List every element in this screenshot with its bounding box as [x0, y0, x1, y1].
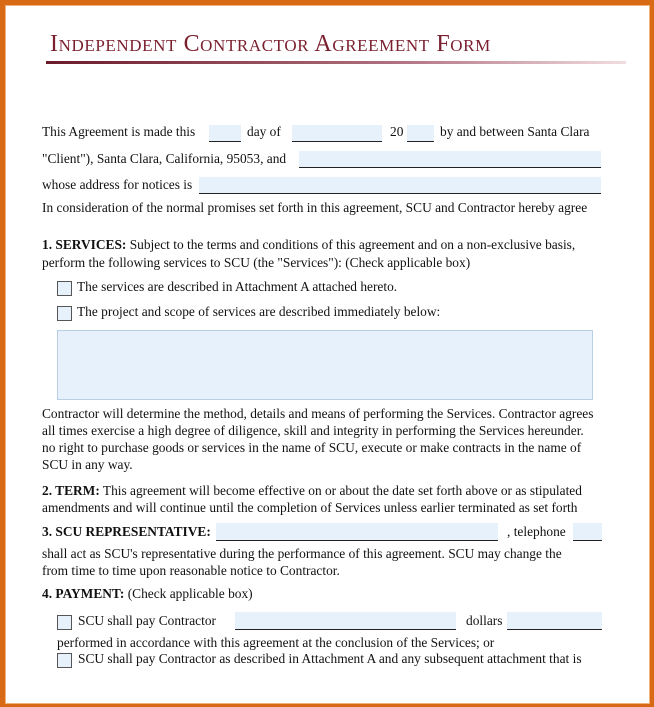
payment-option-1-label: SCU shall pay Contractor	[78, 613, 216, 628]
payment-option-2-checkbox[interactable]	[57, 653, 72, 668]
term-text-1: This agreement will become effective on or about the date set forth above or as stipulated	[102, 483, 582, 498]
form-title: Independent Contractor Agreement Form	[50, 31, 491, 57]
payment-line	[42, 586, 253, 602]
representative-field[interactable]	[216, 523, 498, 541]
rep-heading: 3. SCU REPRESENTATIVE:	[42, 524, 211, 539]
services-para-4: SCU in any way.	[42, 457, 133, 472]
telephone-field[interactable]	[573, 523, 602, 541]
payment-option-1-checkbox[interactable]	[57, 615, 72, 630]
year-prefix: 20	[390, 124, 404, 139]
day-field[interactable]	[209, 125, 241, 142]
intro-text-3: by and between Santa Clara	[440, 124, 590, 139]
intro-text-5: whose address for notices is	[42, 177, 193, 192]
payment-option-2-label: SCU shall pay Contractor as described in Attachment A and any subsequent attachment that is	[78, 651, 582, 666]
term-heading: 2. TERM:	[42, 483, 100, 498]
year-field[interactable]	[407, 125, 434, 142]
services-para-2: all times exercise a high degree of diligence, skill and integrity in performing the Services hereunder.	[42, 423, 584, 438]
term-line-1	[42, 483, 582, 499]
services-option-1-checkbox[interactable]	[57, 281, 72, 296]
services-para-1: Contractor will determine the method, details and means of performing the Services. Contractor agrees	[42, 406, 594, 421]
services-description-box[interactable]	[57, 330, 593, 400]
intro-text-2: day of	[247, 124, 281, 139]
month-field[interactable]	[292, 125, 382, 142]
services-heading: 1. SERVICES:	[42, 237, 127, 252]
rep-text-2: from time to time upon reasonable notice to Contractor.	[42, 563, 340, 578]
form-page	[5, 5, 650, 704]
services-text-2: perform the following services to SCU (the "Services"): (Check applicable box)	[42, 255, 471, 270]
payment-amount-field[interactable]	[235, 612, 456, 630]
services-option-2-checkbox[interactable]	[57, 306, 72, 321]
address-field[interactable]	[199, 177, 601, 194]
services-option-1-label: The services are described in Attachment A attached hereto.	[77, 279, 398, 294]
services-para-3: no right to purchase goods or services in the name of SCU, execute or make contracts in the name of	[42, 440, 582, 455]
services-line-1	[42, 237, 575, 253]
rep-text-1: shall act as SCU's representative during the performance of this agreement. SCU may change the	[42, 546, 562, 561]
dollars-label: dollars	[466, 613, 503, 628]
services-text-1: Subject to the terms and conditions of this agreement and on a non-exclusive basis,	[129, 237, 576, 252]
intro-text-4: "Client"), Santa Clara, California, 95053, and	[42, 151, 287, 166]
intro-text-1: This Agreement is made this	[42, 124, 196, 139]
contractor-name-field[interactable]	[299, 151, 601, 168]
payment-detail-field[interactable]	[507, 612, 602, 630]
payment-performed-text: performed in accordance with this agreement at the conclusion of the Services; or	[57, 635, 495, 650]
telephone-label: , telephone	[507, 524, 566, 539]
term-text-2: amendments and will continue until the completion of Services unless earlier terminated as set forth	[42, 500, 578, 515]
services-option-2-label: The project and scope of services are described immediately below:	[77, 304, 441, 319]
title-divider	[46, 61, 626, 64]
payment-heading: 4. PAYMENT:	[42, 586, 125, 601]
payment-note: (Check applicable box)	[127, 586, 253, 601]
intro-text-6: In consideration of the normal promises set forth in this agreement, SCU and Contractor hereby agree	[42, 200, 588, 215]
